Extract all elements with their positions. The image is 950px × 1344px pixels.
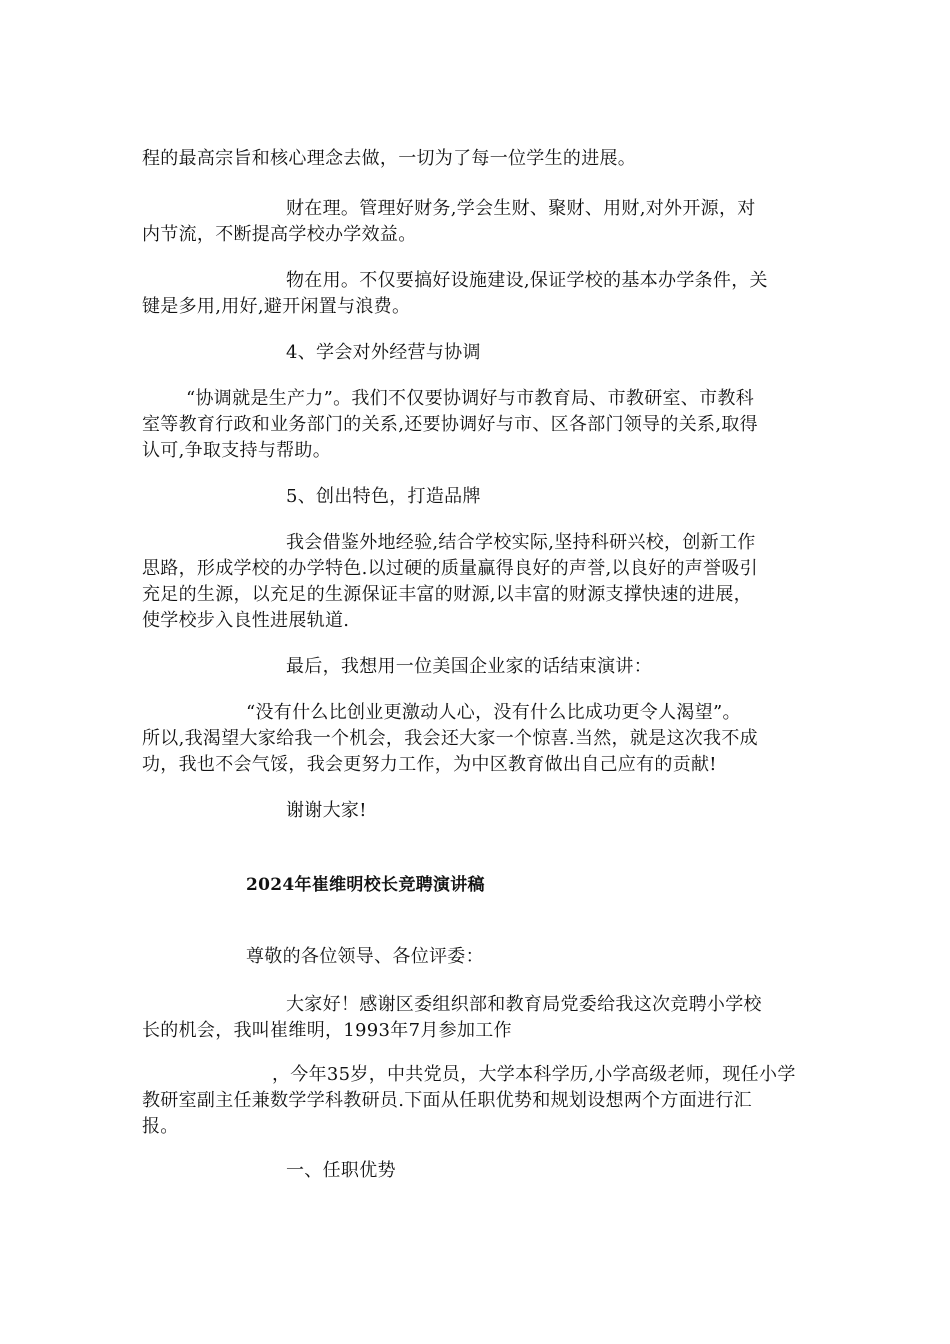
- text-line: ，今年35岁，中共党员，大学本科学历,小学高级老师，现任小学: [272, 1064, 796, 1085]
- text-line: 键是多用,用好,避开闲置与浪费。: [142, 296, 411, 317]
- section-heading: 5、创出特色，打造品牌: [286, 486, 481, 507]
- text-line: “协调就是生产力”。我们不仅要协调好与市教育局、市教研室、市教科: [186, 388, 755, 409]
- text-line: “没有什么比创业更激动人心，没有什么比成功更令人渴望”。: [246, 702, 741, 723]
- text-line: 功，我也不会气馁，我会更努力工作，为中区教育做出自己应有的贡献!: [142, 754, 717, 775]
- text-line: 充足的生源，以充足的生源保证丰富的财源,以丰富的财源支撑快速的进展，: [142, 584, 752, 605]
- salutation: 尊敬的各位领导、各位评委：: [246, 946, 484, 967]
- text-line: 认可,争取支持与帮助。: [142, 440, 332, 461]
- text-line: 教研室副主任兼数学学科教研员.下面从任职优势和规划设想两个方面进行汇: [142, 1090, 752, 1111]
- text-line: 大家好！感谢区委组织部和教育局党委给我这次竞聘小学校: [286, 994, 762, 1015]
- text-line: 报。: [142, 1116, 179, 1137]
- text-line: 内节流，不断提高学校办学效益。: [142, 224, 417, 245]
- text-line: 室等教育行政和业务部门的关系,还要协调好与市、区各部门领导的关系,取得: [142, 414, 758, 435]
- section-heading: 4、学会对外经营与协调: [286, 342, 481, 363]
- text-line: 我会借鉴外地经验,结合学校实际,坚持科研兴校，创新工作: [286, 532, 756, 553]
- text-line: 最后，我想用一位美国企业家的话结束演讲：: [286, 656, 652, 677]
- text-line: 思路，形成学校的办学特色.以过硬的质量赢得良好的声誉,以良好的声誉吸引: [142, 558, 758, 579]
- document-title: 2024年崔维明校长竞聘演讲稿: [246, 875, 485, 895]
- text-line: 谢谢大家!: [286, 800, 367, 821]
- text-line: 物在用。不仅要搞好设施建设,保证学校的基本办学条件，关: [286, 270, 768, 291]
- text-line: 财在理。管理好财务,学会生财、聚财、用财,对外开源，对: [286, 198, 756, 219]
- section-heading: 一、任职优势: [286, 1160, 396, 1181]
- text-line: 程的最高宗旨和核心理念去做，一切为了每一位学生的进展。: [142, 148, 637, 169]
- text-line: 所以,我渴望大家给我一个机会，我会还大家一个惊喜.当然，就是这次我不成: [142, 728, 758, 749]
- text-line: 长的机会，我叫崔维明，1993年7月参加工作: [142, 1020, 512, 1041]
- text-line: 使学校步入良性进展轨道.: [142, 610, 350, 631]
